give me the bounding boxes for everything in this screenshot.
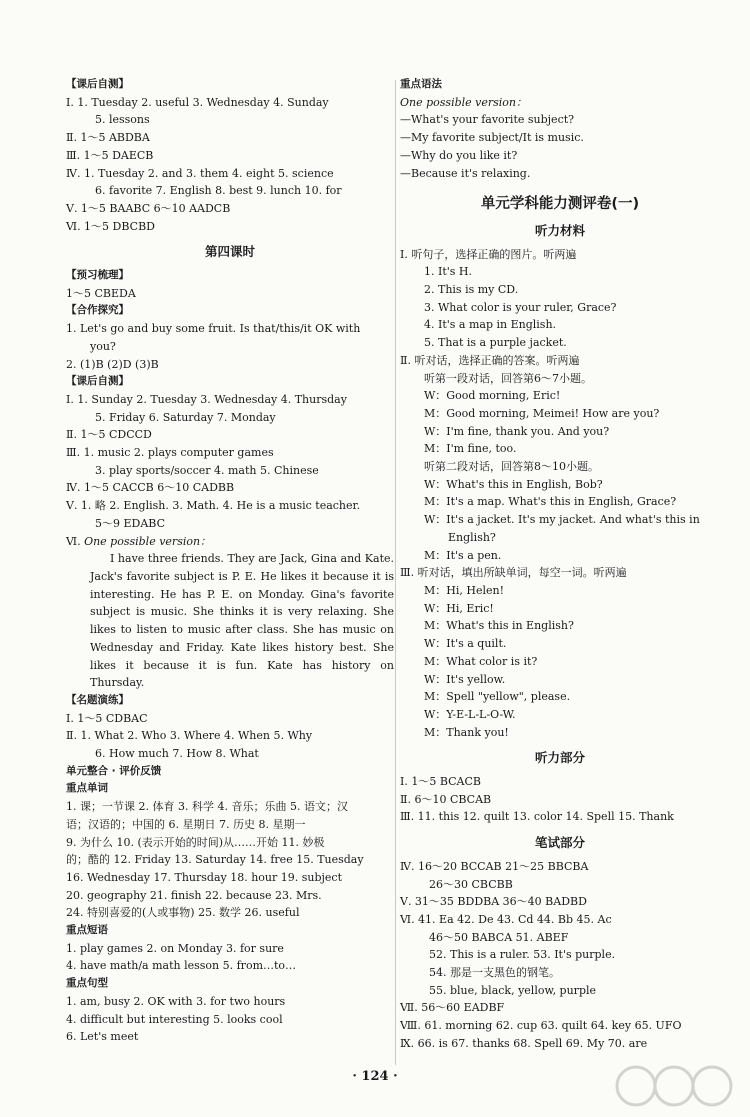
- script-line: M：What color is it?: [424, 654, 538, 668]
- version-label: One possible version：: [400, 95, 527, 109]
- answer-line: Ⅳ. 1～5 CACCB 6～10 CADBB: [66, 481, 235, 495]
- test-title: 单元学科能力测评卷(一): [480, 196, 640, 213]
- right-column: [400, 76, 720, 1053]
- script-line: W：It's a jacket. It's my jacket. And what's this in: [424, 513, 700, 527]
- left-column: [66, 76, 394, 1046]
- answer-line: 语；汉语的；中国的 6. 星期日 7. 历史 8. 星期一: [66, 817, 306, 831]
- answer-line: 1～5 CBEDA: [66, 286, 136, 300]
- script-line: 4. It's a map in English.: [424, 318, 557, 332]
- script-line: 3. What color is your ruler, Grace?: [424, 300, 617, 314]
- answer-line: Ⅱ. 1～5 CDCCD: [66, 428, 152, 442]
- section-heading: 【预习梳理】: [66, 269, 129, 282]
- answer-line: Ⅳ. 1. Tuesday 2. and 3. them 4. eight 5. science: [66, 166, 334, 180]
- answer-line: Ⅷ. 61. morning 62. cup 63. quilt 64. key 65. UFO: [400, 1019, 682, 1033]
- answer-line: 54. 那是一支黑色的钢笔。: [429, 966, 560, 980]
- answer-line: —What's your favorite subject?: [400, 113, 575, 127]
- answer-line: 4. difficult but interesting 5. looks cool: [66, 1012, 283, 1026]
- answer-line: Ⅸ. 66. is 67. thanks 68. Spell 69. My 70. are: [400, 1036, 648, 1050]
- answer-line: 52. This is a ruler. 53. It's purple.: [429, 948, 616, 962]
- script-line: M：It's a map. What's this in English, Grace?: [424, 495, 677, 509]
- section-heading: 重点短语: [66, 924, 108, 937]
- answer-line: 55. blue, black, yellow, purple: [429, 983, 597, 997]
- answer-line: Ⅲ. 1. music 2. plays computer games: [66, 446, 274, 460]
- answer-line: 2. (1)B (2)D (3)B: [66, 357, 159, 371]
- answer-line: Ⅰ. 1. Tuesday 2. useful 3. Wednesday 4. Sunday: [66, 95, 329, 109]
- answer-line: 1. Let's go and buy some fruit. Is that/this/it OK with: [66, 322, 361, 336]
- script-line: M：Good morning, Meimei! How are you?: [424, 406, 660, 420]
- answer-line: 3. play sports/soccer 4. math 5. Chinese: [95, 463, 319, 477]
- script-line: W：It's yellow.: [424, 672, 506, 686]
- column-divider: [395, 80, 396, 1065]
- answer-line: Ⅴ. 31～35 BDDBA 36～40 BADBD: [400, 895, 587, 909]
- section-heading: 【课后自测】: [66, 375, 129, 388]
- script-line: M：It's a pen.: [424, 548, 502, 562]
- answer-line: 20. geography 21. finish 22. because 23. Mrs.: [66, 888, 322, 902]
- section-heading: 重点单词: [66, 782, 108, 795]
- section-title: 笔试部分: [534, 835, 585, 851]
- section-heading: 重点语法: [400, 78, 442, 90]
- script-line: M：Thank you!: [424, 725, 509, 739]
- section-heading: 【合作探究】: [66, 304, 129, 317]
- answer-line: 1. play games 2. on Monday 3. for sure: [66, 941, 284, 955]
- answer-line: Ⅲ. 听对话，填出所缺单词，每空一词。听两遍: [400, 566, 627, 580]
- answer-line: 6. Let's meet: [66, 1030, 139, 1044]
- answer-line: 24. 特别喜爱的(人或事物) 25. 数学 26. useful: [66, 906, 300, 920]
- answer-line: 1. am, busy 2. OK with 3. for two hours: [66, 994, 286, 1008]
- answer-line: 6. How much 7. How 8. What: [95, 747, 259, 761]
- answer-line: —My favorite subject/It is music.: [400, 131, 584, 145]
- script-line: M：I'm fine, too.: [424, 442, 517, 456]
- script-line: M：What's this in English?: [424, 619, 574, 633]
- section-title: 第四课时: [204, 244, 255, 260]
- script-line: W：I'm fine, thank you. And you?: [424, 424, 610, 438]
- answer-line: Ⅲ. 11. this 12. quilt 13. color 14. Spell 15. Thank: [400, 810, 674, 824]
- section-heading: 重点句型: [66, 977, 108, 990]
- script-line: W：Good morning, Eric!: [424, 389, 561, 403]
- section-heading: 单元整合 · 评价反馈: [66, 764, 162, 777]
- script-line: 听第一段对话，回答第6～7小题。: [424, 371, 592, 385]
- script-line: 听第二段对话，回答第8～10小题。: [424, 460, 599, 474]
- script-line: W：It's a quilt.: [424, 637, 507, 651]
- page-number: · 124 ·: [352, 1069, 398, 1084]
- answer-line: Ⅱ. 1～5 ABDBA: [66, 131, 150, 145]
- answer-line: —Why do you like it?: [400, 148, 518, 162]
- script-line: 2. This is my CD.: [424, 283, 519, 297]
- answer-line: Ⅱ. 1. What 2. Who 3. Where 4. When 5. Why: [66, 729, 313, 743]
- answer-line: 16. Wednesday 17. Thursday 18. hour 19. subject: [66, 870, 343, 884]
- answer-line: Ⅰ. 1～5 BCACB: [400, 775, 481, 789]
- answer-line: Ⅰ. 1～5 CDBAC: [66, 711, 148, 725]
- section-heading: 【课后自测】: [66, 78, 129, 90]
- script-line: English?: [448, 530, 496, 544]
- answer-line: Ⅴ. 1～5 BAABC 6～10 AADCB: [66, 201, 231, 215]
- script-line: M：Hi, Helen!: [424, 583, 505, 597]
- answer-line: 4. have math/a math lesson 5. from…to…: [66, 959, 297, 973]
- answer-line: 5. lessons: [95, 113, 150, 127]
- answer-line: Ⅶ. 56～60 EADBF: [400, 1001, 505, 1015]
- section-heading: 【名题演练】: [66, 693, 129, 706]
- script-line: 5. That is a purple jacket.: [424, 336, 567, 350]
- answer-line: 9. 为什么 10. (表示开始的时间)从……开始 11. 妙极: [66, 835, 325, 849]
- answer-line: Ⅰ. 1. Sunday 2. Tuesday 3. Wednesday 4. Thursday: [66, 392, 347, 406]
- answer-line: —Because it's relaxing.: [400, 166, 531, 180]
- script-line: M：Spell "yellow", please.: [424, 690, 571, 704]
- script-line: you?: [90, 339, 116, 353]
- answer-line: Ⅳ. 16～20 BCCAB 21～25 BBCBA: [400, 859, 589, 873]
- sample-essay: I have three friends. They are Jack, Gina and Kate. Jack's favorite subject is P. E. He likes it because it is interesting. He has P. E. on Monday. Gina's favorite subject is music. She thinks it is very relaxing. She likes to listen to music after class. She has music on Wednesday and Friday. Kate likes history best. She likes it because it is fun. Kate has history on Thursday.: [90, 552, 394, 690]
- answer-line: Ⅵ. 1～5 DBCBD: [66, 219, 155, 233]
- script-line: 1. It's H.: [424, 265, 473, 279]
- section-title: 听力材料: [534, 222, 585, 238]
- answer-line: Ⅵ. 41. Ea 42. De 43. Cd 44. Bb 45. Ac: [400, 912, 612, 926]
- answer-line: Ⅱ. 6～10 CBCAB: [400, 792, 492, 806]
- answer-line: 6. favorite 7. English 8. best 9. lunch 10. for: [95, 184, 342, 198]
- answer-line: Ⅰ. 听句子，选择正确的图片。听两遍: [400, 247, 577, 261]
- watermark-logo: [614, 1063, 734, 1109]
- script-line: W：Hi, Eric!: [424, 601, 494, 615]
- section-title: 听力部分: [534, 750, 585, 766]
- answer-line: Ⅱ. 听对话，选择正确的答案。听两遍: [400, 353, 580, 367]
- answer-line: 的；酷的 12. Friday 13. Saturday 14. free 15. Tuesday: [66, 853, 364, 867]
- answer-line: 5～9 EDABC: [95, 516, 165, 530]
- answer-line: 5. Friday 6. Saturday 7. Monday: [95, 410, 276, 424]
- answer-line: 46～50 BABCA 51. ABEF: [429, 930, 569, 944]
- script-line: W：What's this in English, Bob?: [424, 477, 603, 491]
- answer-line: 1. 课；一节课 2. 体育 3. 科学 4. 音乐；乐曲 5. 语文；汉: [66, 800, 348, 814]
- answer-line: Ⅴ. 1. 略 2. English. 3. Math. 4. He is a music teacher.: [66, 499, 361, 513]
- script-line: W：Y-E-L-L-O-W.: [424, 707, 516, 721]
- answer-line: Ⅲ. 1～5 DAECB: [66, 148, 154, 162]
- answer-line: 26～30 CBCBB: [429, 877, 513, 891]
- version-label: Ⅵ. One possible version：: [66, 534, 212, 548]
